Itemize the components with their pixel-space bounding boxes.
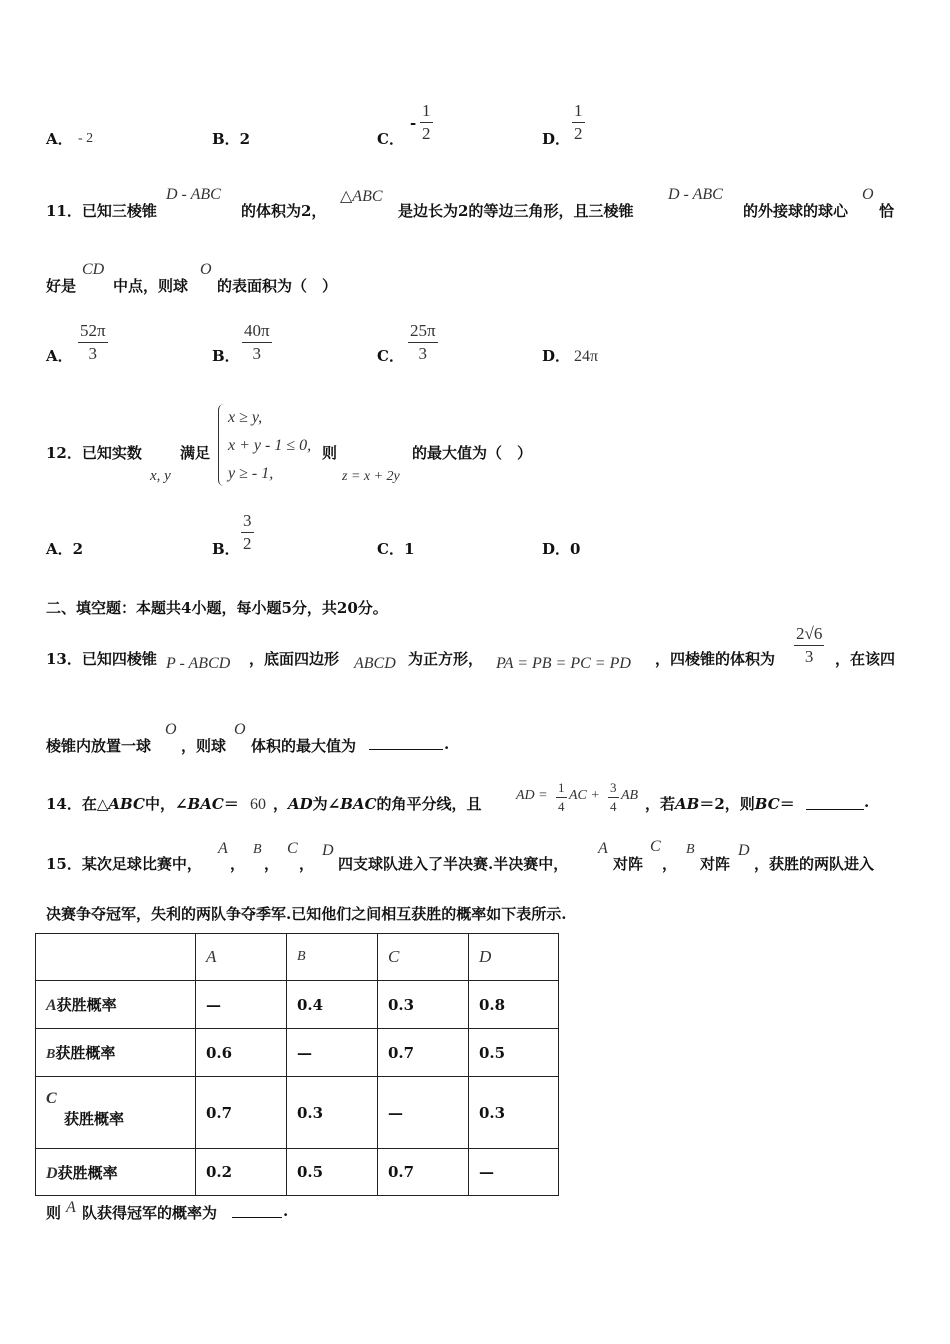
table-cell: 0.8 [469, 981, 559, 1029]
q15-team-a: A [218, 840, 228, 857]
q11-text-5: 恰 [879, 202, 895, 220]
table-header-cell [36, 934, 196, 981]
q11-text-4: 的外接球的球心 [743, 202, 849, 220]
q15-team-c-2: C [650, 838, 661, 855]
fraction-numerator: 52π [78, 322, 108, 343]
q11-line2-text-2: 中点，则球 [113, 277, 189, 295]
q12-vars: x, y [150, 468, 171, 484]
q12-objective: z = x + 2y [342, 469, 400, 484]
q11-text-2: 的体积为2， [241, 202, 327, 220]
team-letter: A [46, 997, 57, 1014]
fraction-numerator: 3 [608, 781, 619, 798]
q13-volume-fraction [794, 625, 824, 666]
q10-option-c-label: C． [377, 130, 404, 148]
q14-ab: AB [675, 795, 700, 813]
row-label-text: 获胜概率 [56, 996, 117, 1014]
q14-text-1: 14．在△ [46, 795, 109, 813]
q14-text-3: ＝ [223, 795, 239, 813]
q14-text-7: ，若 [645, 795, 676, 813]
table-cell: 0.3 [287, 1077, 378, 1149]
table-header-cell: D [469, 934, 559, 981]
q11-option-d-value: 24π [574, 348, 599, 365]
q10-option-c-sign: - [410, 114, 417, 132]
q15-vs-2: 对阵 [700, 855, 731, 873]
q15-comma-1: ， [230, 855, 246, 873]
q12-system-line-3: y ≥ - 1, [228, 465, 274, 482]
q13-text-3: 为正方形， [408, 650, 484, 668]
q10-option-c-fraction [420, 102, 433, 143]
q14-formula-mid: AC + [569, 788, 600, 803]
q14-text-9: ＝ [779, 795, 795, 813]
fraction-numerator: 3 [241, 512, 254, 533]
table-header-row [36, 934, 559, 981]
fraction-denominator: 4 [610, 798, 617, 814]
fraction-denominator: 2 [243, 533, 252, 553]
q11-math-3: D - ABC [668, 186, 723, 203]
q11-option-d-label: D． [542, 347, 571, 365]
table-header-cell: A [196, 934, 287, 981]
q11-math-2: △ABC [340, 188, 383, 205]
table-cell: 0.3 [469, 1077, 559, 1149]
q10-option-d-fraction [572, 102, 585, 143]
q12-system [228, 404, 311, 488]
fraction-numerator: 2√6 [794, 625, 824, 646]
q11-option-b-fraction [242, 322, 272, 363]
q15-comma-4: ， [662, 855, 678, 873]
q15-answer-blank[interactable] [232, 1216, 282, 1218]
q14-text-5: 为∠ [312, 795, 341, 813]
q12-text-1: 12．已知实数 [46, 444, 142, 462]
q15-final-text-1: 则 [46, 1204, 62, 1222]
fraction-denominator: 3 [804, 646, 814, 666]
q13-text-5: ，在该四 [835, 650, 896, 668]
q11-line2-text-1: 好是 [46, 277, 77, 295]
team-letter: B [46, 1047, 56, 1062]
q11-line2-text-3: 的表面积为（ ） [217, 277, 338, 295]
fraction-denominator: 3 [418, 343, 428, 363]
q15-text-3: ，获胜的两队进入 [754, 855, 875, 873]
fraction-denominator: 4 [558, 798, 565, 814]
q11-option-c-label: C． [377, 347, 404, 365]
q12-text-2: 满足 [180, 444, 211, 462]
table-row [36, 1149, 559, 1196]
q15-comma-3: ， [299, 855, 315, 873]
table-cell: 0.7 [196, 1077, 287, 1149]
q13-text-1: 13．已知四棱锥 [46, 650, 157, 668]
q11-math-4: O [862, 186, 874, 203]
table-cell: 0.2 [196, 1149, 287, 1196]
q12-option-a: A．2 [46, 540, 84, 558]
fraction-numerator: 1 [420, 102, 433, 123]
fraction-numerator: 1 [572, 102, 585, 123]
q14-bc: BC [754, 795, 780, 813]
table-row [36, 1077, 559, 1149]
table-row-label [36, 981, 196, 1029]
q12-system-line-2: x + y - 1 ≤ 0, [228, 437, 312, 454]
fraction-numerator: 40π [242, 322, 272, 343]
table-cell: 0.6 [196, 1029, 287, 1077]
q11-line2-math-1: CD [82, 261, 105, 278]
q11-text-1: 11．已知三棱锥 [46, 202, 157, 220]
table-cell: 0.5 [287, 1149, 378, 1196]
fraction-numerator: 1 [556, 781, 567, 798]
q14-fraction-1 [556, 781, 567, 813]
q12-text-3: 则 [322, 444, 338, 462]
q12-option-b-label: B． [212, 540, 240, 558]
q14-abc: ABC [108, 795, 145, 813]
q14-formula-tail: AB [621, 788, 639, 803]
q12-system-brace [218, 404, 227, 486]
q15-end: . [283, 1202, 289, 1220]
table-row [36, 1029, 559, 1077]
fraction-denominator: 2 [422, 123, 431, 143]
team-letter: C [46, 1090, 57, 1107]
q14-text-2: 中，∠ [144, 795, 188, 813]
q15-probability-table [35, 933, 559, 1196]
q13-answer-blank[interactable] [369, 748, 443, 750]
table-row-label [36, 1029, 196, 1077]
q13-line2-math-2: O [234, 721, 246, 738]
q13-math-3: PA = PB = PC = PD [496, 655, 631, 672]
q13-math-2: ABCD [354, 655, 396, 672]
q11-option-b-label: B． [212, 347, 240, 365]
q15-team-b-2: B [686, 842, 695, 857]
q12-option-c: C．1 [377, 540, 415, 558]
table-cell: 0.4 [287, 981, 378, 1029]
table-cell: — [378, 1077, 469, 1149]
q11-option-a-label: A． [46, 347, 73, 365]
q14-ad: AD [288, 795, 313, 813]
table-cell: 0.7 [378, 1029, 469, 1077]
q15-final-team: A [66, 1199, 76, 1216]
q12-option-b-fraction [241, 512, 254, 553]
q14-formula-lhs: AD = [516, 788, 548, 803]
section-2-heading: 二、填空题：本题共4小题，每小题5分，共20分。 [46, 599, 388, 617]
table-cell: — [196, 981, 287, 1029]
q14-line [46, 793, 239, 814]
table-header-cell: C [378, 934, 469, 981]
row-label-text: 获胜概率 [64, 1110, 125, 1128]
table-cell: 0.5 [469, 1029, 559, 1077]
q10-option-b: B．2 [212, 130, 251, 148]
fraction-numerator: 25π [408, 322, 438, 343]
q14-text-4: ， [273, 795, 289, 813]
q14-text-6: 的角平分线，且 [376, 795, 482, 813]
q13-math-1: P - ABCD [166, 655, 231, 672]
row-label-text: 获胜概率 [55, 1044, 116, 1062]
q14-degree: 60 [250, 796, 266, 813]
q13-line2-math-1: O [165, 721, 177, 738]
table-cell: 0.3 [378, 981, 469, 1029]
q14-bac-2: BAC [340, 795, 377, 813]
q14-line-b [273, 793, 482, 814]
q15-vs-1: 对阵 [613, 855, 644, 873]
q14-fraction-2 [608, 781, 619, 813]
q13-line2-text-2: ，则球 [181, 737, 227, 755]
q12-system-line-1: x ≥ y, [228, 409, 263, 426]
q15-team-d: D [322, 842, 334, 859]
fraction-denominator: 3 [88, 343, 98, 363]
table-cell: 0.7 [378, 1149, 469, 1196]
table-row-label [36, 1077, 196, 1149]
q11-line2-math-2: O [200, 261, 212, 278]
q14-line-c [645, 793, 795, 814]
q15-comma-2: ， [264, 855, 280, 873]
q13-line2-text-3: 体积的最大值为 [251, 737, 357, 755]
q15-line2: 决赛争夺冠军，失利的两队争夺季军.已知他们之间相互获胜的概率如下表所示. [46, 905, 567, 923]
q15-team-d-2: D [738, 842, 750, 859]
q15-team-b: B [253, 842, 262, 857]
q13-end: . [444, 735, 450, 753]
q11-math-1: D - ABC [166, 186, 221, 203]
table-row-label [36, 1149, 196, 1196]
q13-text-4: ，四棱锥的体积为 [655, 650, 776, 668]
q14-end: . [864, 793, 870, 811]
q15-text-1: 15．某次足球比赛中， [46, 855, 202, 873]
fraction-denominator: 3 [252, 343, 262, 363]
q15-final-text-2: 队获得冠军的概率为 [82, 1204, 218, 1222]
q11-option-c-fraction [408, 322, 438, 363]
q10-option-a-value: - 2 [78, 131, 94, 146]
q13-text-2: ，底面四边形 [249, 650, 340, 668]
row-label-text: 获胜概率 [57, 1163, 118, 1182]
q10-option-d-label: D． [542, 130, 571, 148]
q15-team-c: C [287, 840, 298, 857]
q12-text-4: 的最大值为（ ） [412, 444, 533, 462]
team-letter: D [46, 1164, 58, 1182]
q11-text-3: 是边长为2的等边三角形，且三棱锥 [398, 202, 634, 220]
q15-team-a-2: A [598, 840, 608, 857]
q10-option-a-label: A． [46, 130, 73, 148]
table-cell: — [287, 1029, 378, 1077]
q13-line2-text-1: 棱锥内放置一球 [46, 737, 152, 755]
q14-bac: BAC [187, 795, 224, 813]
table-header-cell: B [287, 934, 378, 981]
table-cell: — [469, 1149, 559, 1196]
q15-text-2: 四支球队进入了半决赛.半决赛中， [338, 855, 569, 873]
q14-answer-blank[interactable] [806, 808, 864, 810]
q12-option-d: D．0 [542, 540, 581, 558]
fraction-denominator: 2 [574, 123, 583, 143]
table-row [36, 981, 559, 1029]
q11-option-a-fraction [78, 322, 108, 363]
q14-text-8: ＝2，则 [699, 795, 755, 813]
